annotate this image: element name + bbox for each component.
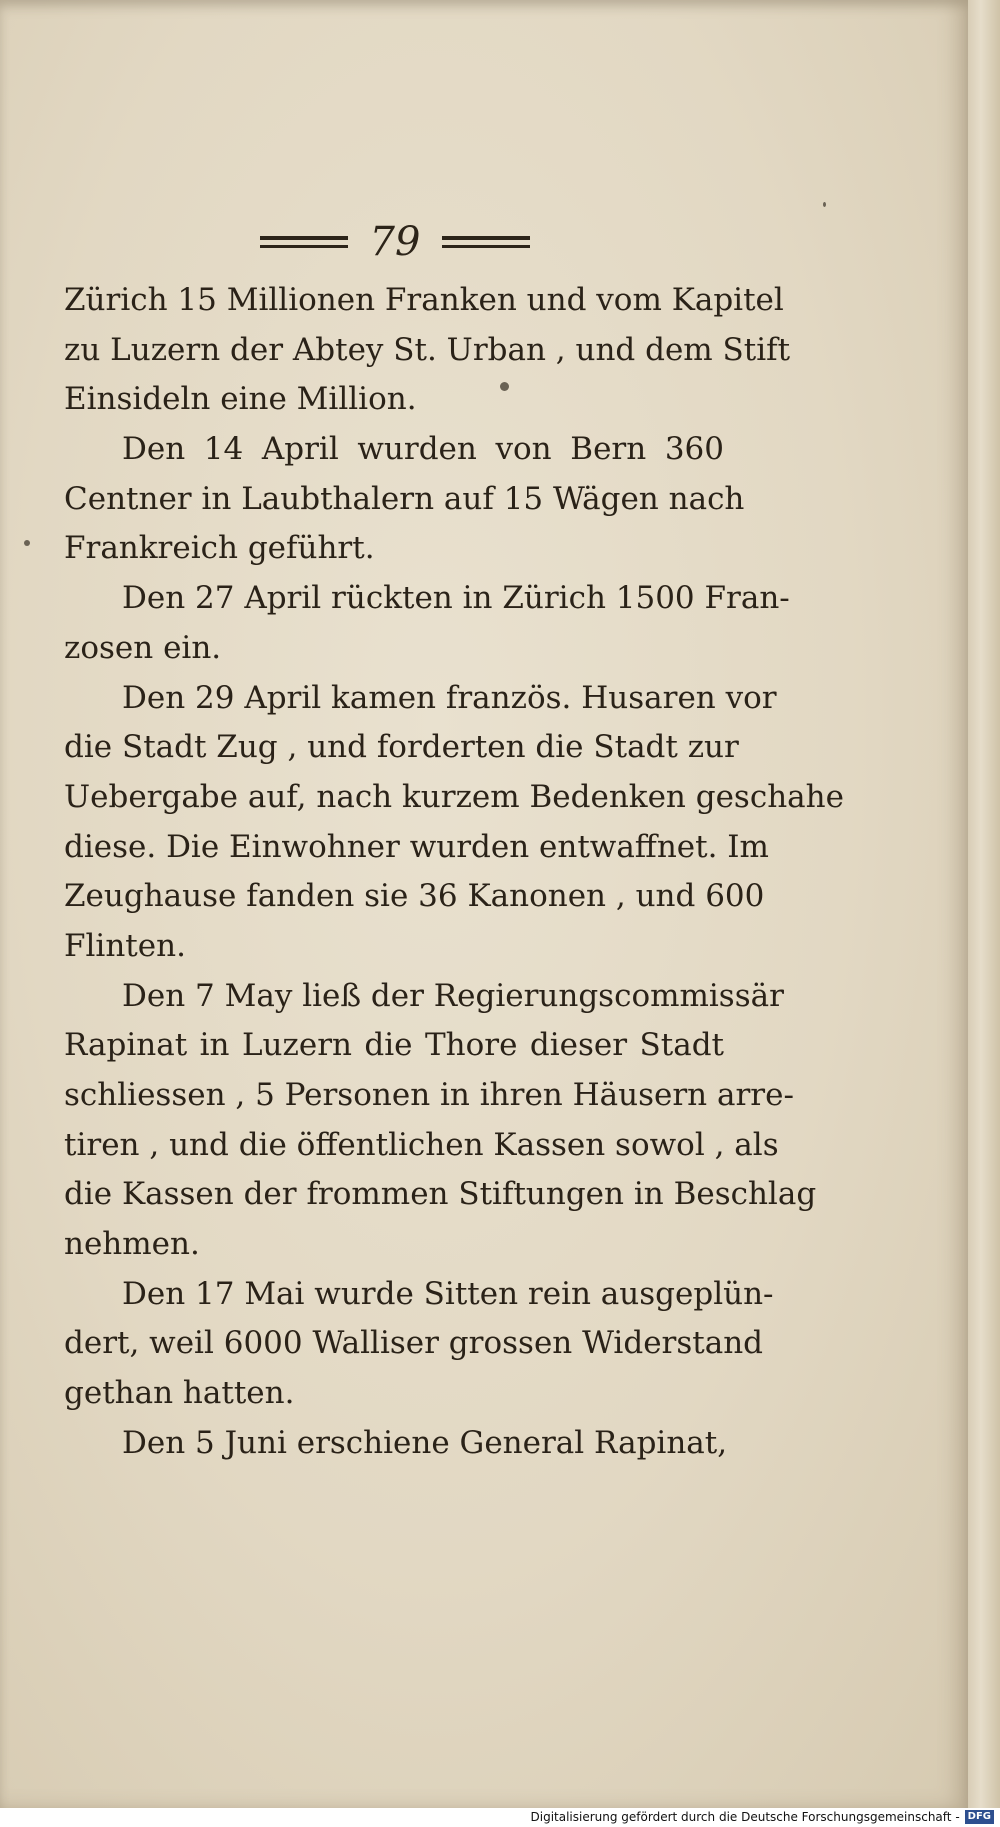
text-line: die Kassen der frommen Stiftungen in Beschlag — [64, 1176, 817, 1213]
text-line: Den 7 May ließ der Regierungscommissär — [122, 977, 784, 1014]
text-line: Einsideln eine Million. — [64, 381, 417, 418]
paper-edge — [968, 0, 1000, 1808]
dfg-logo: DFG — [965, 1810, 994, 1824]
text-line: Centner in Laubthalern auf 15 Wägen nach — [64, 480, 745, 517]
text-line: Zeughause fanden sie 36 Kanonen , und 600 — [64, 878, 765, 915]
text-line: Zürich 15 Millionen Franken und vom Kapitel — [64, 282, 784, 318]
text-line: Den 29 April kamen französ. Husaren vor — [122, 679, 777, 716]
page-number: 79 — [369, 219, 421, 265]
text-line: Flinten. — [64, 927, 186, 964]
text-line: nehmen. — [64, 1226, 200, 1263]
text-line: Den 5 Juni erschiene General Rapinat, — [122, 1424, 728, 1461]
digitization-credit — [531, 1810, 995, 1824]
text-line: diese. Die Einwohner wurden entwaffnet. Im — [64, 828, 769, 865]
text-line: dert, weil 6000 Walliser grossen Widerstand — [64, 1325, 764, 1362]
text-line: schliessen , 5 Personen in ihren Häusern arre- — [64, 1077, 794, 1113]
text-line: Den 14 April wurden von Bern 360 — [122, 431, 724, 468]
text-line: Rapinat in Luzern die Thore dieser Stadt — [64, 1027, 724, 1064]
page-header — [250, 219, 540, 265]
credit-text: Digitalisierung gefördert durch die Deutsche Forschungsgemeinschaft - — [530, 1810, 960, 1824]
ink-blot — [823, 202, 826, 207]
text-line: die Stadt Zug , und forderten die Stadt zur — [64, 729, 739, 766]
text-line: Den 27 April rückten in Zürich 1500 Fran- — [122, 580, 790, 617]
ink-blot — [24, 540, 30, 546]
text-line: Uebergabe auf, nach kurzem Bedenken geschahe — [64, 778, 844, 815]
text-line: gethan hatten. — [64, 1375, 295, 1412]
text-line: zu Luzern der Abtey St. Urban , und dem Stift — [64, 331, 791, 368]
header-rule-right — [442, 236, 530, 248]
body-text — [64, 276, 844, 1469]
text-line: tiren , und die öffentlichen Kassen sowol , als — [64, 1126, 779, 1163]
header-rule-left — [260, 236, 348, 248]
text-line: zosen ein. — [64, 629, 222, 666]
text-line: Den 17 Mai wurde Sitten rein ausgeplün- — [122, 1275, 774, 1312]
text-line: Frankreich geführt. — [64, 530, 375, 567]
